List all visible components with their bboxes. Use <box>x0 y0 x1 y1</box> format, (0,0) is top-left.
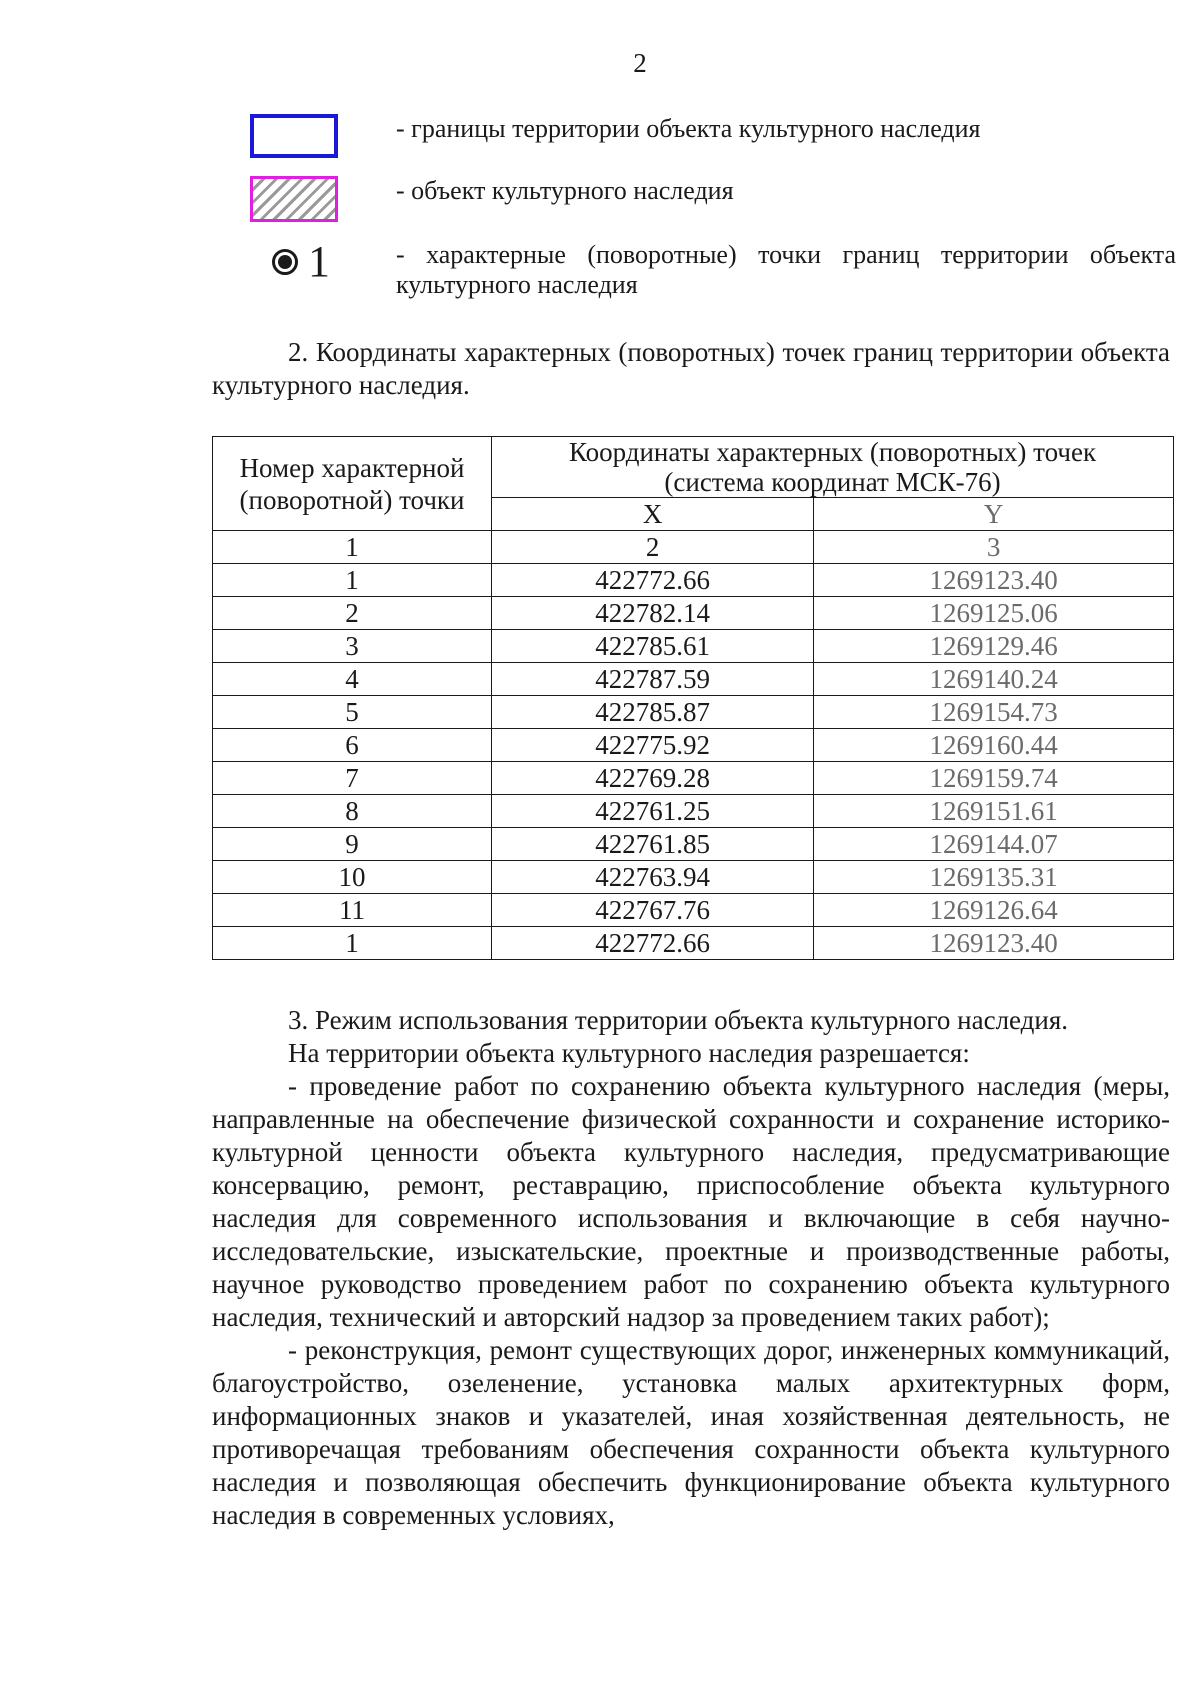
x-cell: 422785.61 <box>492 630 814 663</box>
table-row <box>213 630 1174 663</box>
point-number-cell: 3 <box>213 630 492 663</box>
y-cell: 1269140.24 <box>814 663 1174 696</box>
y-cell: 1269125.06 <box>814 597 1174 630</box>
x-cell: 422763.94 <box>492 861 814 894</box>
section-3-item-1: - проведение работ по сохранению объекта культурного наследия (меры, направленные на обеспечение физической сохранности и сохранение историко-культурной ценности объекта культурного наследия, предусматривающие консервацию, ремонт, реставрацию, приспособление объекта культурного наследия для современного использования и включающие в себя научно-исследовательские, изыскательские, проектные и производственные работы, научное руководство проведением работ по сохранению объекта культурного наследия, технический и авторский надзор за проведением таких работ); <box>212 1071 1170 1332</box>
index-cell: 3 <box>814 531 1174 564</box>
y-cell: 1269144.07 <box>814 828 1174 861</box>
header-y: Y <box>814 498 1174 531</box>
point-symbol-number: 1 <box>308 237 330 286</box>
section-2-heading <box>212 336 1170 402</box>
point-number-cell: 6 <box>213 729 492 762</box>
x-cell: 422772.66 <box>492 927 814 960</box>
table-row <box>213 762 1174 795</box>
point-number-cell: 1 <box>213 564 492 597</box>
point-number-cell: 10 <box>213 861 492 894</box>
hatched-object-symbol-icon <box>250 176 338 222</box>
point-number-cell: 2 <box>213 597 492 630</box>
table-row <box>213 861 1174 894</box>
section-3-allowed-intro: На территории объекта культурного наследия разрешается: <box>288 1038 970 1068</box>
x-cell: 422775.92 <box>492 729 814 762</box>
header-x: X <box>492 498 814 531</box>
table-row <box>213 696 1174 729</box>
index-cell: 2 <box>492 531 814 564</box>
x-cell: 422769.28 <box>492 762 814 795</box>
x-cell: 422772.66 <box>492 564 814 597</box>
y-cell: 1269123.40 <box>814 564 1174 597</box>
section-3 <box>212 1004 1170 1532</box>
legend-item-boundary <box>250 112 1180 166</box>
y-cell: 1269151.61 <box>814 795 1174 828</box>
header-coordinates-line1: Координаты характерных (поворотных) точек <box>568 437 1097 467</box>
point-number-cell: 4 <box>213 663 492 696</box>
x-cell: 422785.87 <box>492 696 814 729</box>
x-cell: 422767.76 <box>492 894 814 927</box>
legend-boundary-text: - границы территории объекта культурного наследия <box>396 114 981 143</box>
point-number-cell: 11 <box>213 894 492 927</box>
table-row <box>213 894 1174 927</box>
y-cell: 1269129.46 <box>814 630 1174 663</box>
x-cell: 422782.14 <box>492 597 814 630</box>
header-point-number: Номер характерной (поворотной) точки <box>213 437 492 531</box>
table-row <box>213 597 1174 630</box>
y-cell: 1269123.40 <box>814 927 1174 960</box>
header-coordinates-line2: (система координат МСК-76) <box>664 467 1001 497</box>
coordinates-table <box>212 436 1174 960</box>
y-cell: 1269126.64 <box>814 894 1174 927</box>
point-number-cell: 1 <box>213 927 492 960</box>
section-3-heading: 3. Режим использования территории объекта культурного наследия. <box>288 1005 1069 1035</box>
header-coordinates <box>492 437 1174 498</box>
point-number-cell: 5 <box>213 696 492 729</box>
table-row <box>213 828 1174 861</box>
x-cell: 422761.25 <box>492 795 814 828</box>
point-marker-icon <box>272 249 298 275</box>
table-row <box>213 729 1174 762</box>
table-row <box>213 564 1174 597</box>
section-3-item-2: - реконструкция, ремонт существующих дорог, инженерных коммуникаций, благоустройство, озеленение, установка малых архитектурных форм, информационных знаков и указателей, иная хозяйственная деятельность, не противоречащая требованиям обеспечения сохранности объекта культурного наследия и позволяющая обеспечить функционирование объекта культурного наследия в современных условиях, <box>212 1335 1170 1530</box>
table-row <box>213 663 1174 696</box>
section-2-heading-text: 2. Координаты характерных (поворотных) точек границ территории объекта культурного наследия. <box>212 337 1170 400</box>
legend-object-text: - объект культурного наследия <box>396 176 734 205</box>
legend-point-text: - характерные (поворотные) точки границ территории объекта культурного наследия <box>396 240 1176 299</box>
table-index-row <box>213 531 1174 564</box>
table-row <box>213 927 1174 960</box>
boundary-symbol-icon <box>250 114 338 158</box>
legend-item-point <box>250 238 1180 304</box>
y-cell: 1269154.73 <box>814 696 1174 729</box>
y-cell: 1269135.31 <box>814 861 1174 894</box>
x-cell: 422761.85 <box>492 828 814 861</box>
x-cell: 422787.59 <box>492 663 814 696</box>
legend-item-object <box>250 176 1180 230</box>
point-number-cell: 9 <box>213 828 492 861</box>
point-number-cell: 7 <box>213 762 492 795</box>
point-number-cell: 8 <box>213 795 492 828</box>
index-cell: 1 <box>213 531 492 564</box>
page-number: 2 <box>633 48 647 78</box>
turning-point-symbol <box>250 237 330 286</box>
y-cell: 1269159.74 <box>814 762 1174 795</box>
y-cell: 1269160.44 <box>814 729 1174 762</box>
table-row <box>213 795 1174 828</box>
